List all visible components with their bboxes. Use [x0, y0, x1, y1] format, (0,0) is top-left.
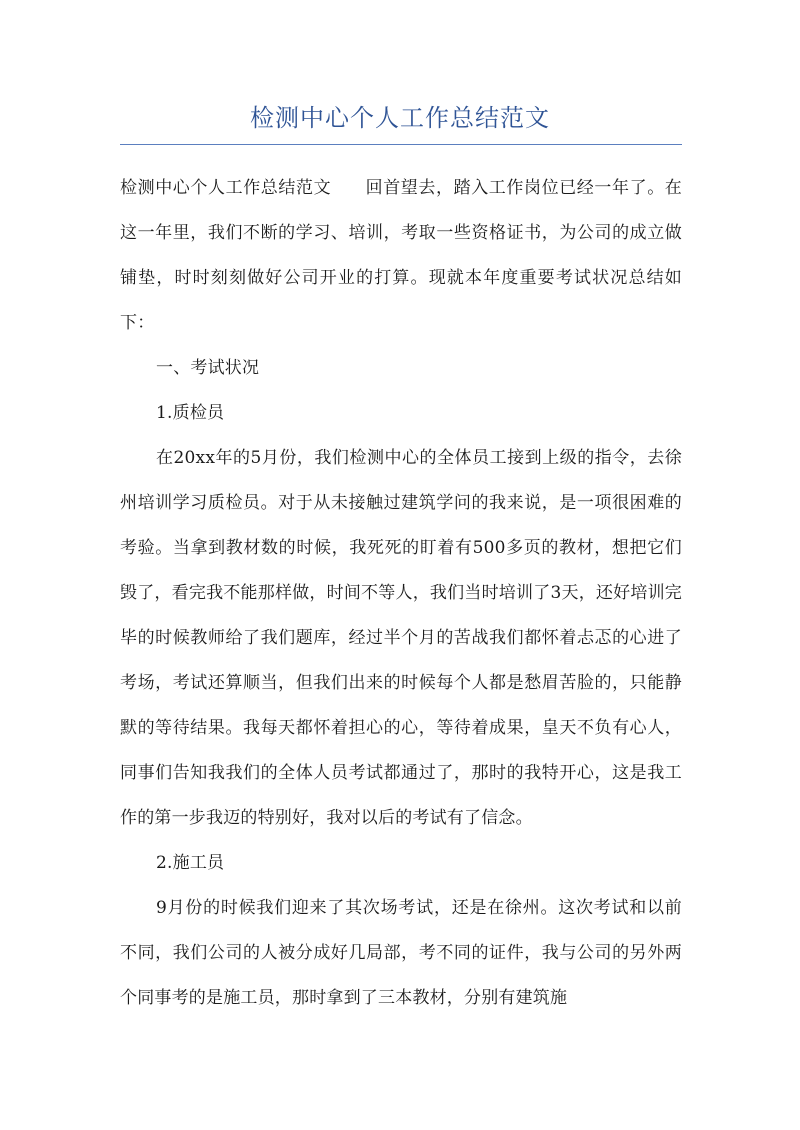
item-heading-construction-worker: 2.施工员: [156, 853, 225, 873]
item-heading-quality-inspector: 1.质检员: [156, 403, 225, 423]
section-heading-exams: 一、考试状况: [156, 358, 260, 378]
intro-heading: 检测中心个人工作总结范文: [120, 178, 332, 198]
intro-paragraph: [120, 166, 682, 346]
title-underline: [120, 144, 682, 145]
intro-text: 回首望去，踏入工作岗位已经一年了。在这一年里，我们不断的学习、培训，考取一些资格证书，为公司的成立做铺垫，时时刻刻做好公司开业的打算。现就本年度重要考试状况总结如下：: [120, 178, 682, 333]
document-title: 检测中心个人工作总结范文: [250, 104, 550, 132]
paragraph-quality-inspector: 在20xx年的5月份，我们检测中心的全体员工接到上级的指令，去徐州培训学习质检员。对于从未接触过建筑学问的我来说，是一项很困难的考验。当拿到教材数的时候，我死死的盯着有500多页的教材，想把它们毁了，看完我不能那样做，时间不等人，我们当时培训了3天，还好培训完毕的时候教师给了我们题库，经过半个月的苦战我们都怀着忐忑的心进了考场，考试还算顺当，但我们出来的时候每个人都是愁眉苦脸的，只能静默的等待结果。我每天都怀着担心的心，等待着成果，皇天不负有心人，同事们告知我我们的全体人员考试都通过了，那时的我特开心，这是我工作的第一步我迈的特别好，我对以后的考试有了信念。: [120, 448, 682, 828]
document-body: [120, 166, 682, 1021]
paragraph-construction-worker: 9月份的时候我们迎来了其次场考试，还是在徐州。这次考试和以前不同，我们公司的人被分成好几局部，考不同的证件，我与公司的另外两个同事考的是施工员，那时拿到了三本教材，分别有建筑施: [120, 898, 682, 1008]
